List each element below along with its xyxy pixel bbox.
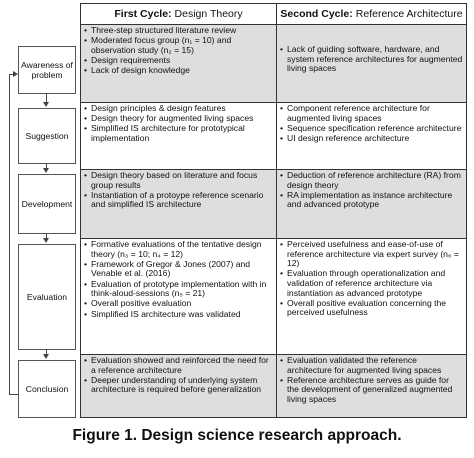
phase-suggestion: Suggestion (18, 108, 76, 164)
figure-caption: Figure 1. Design science research approach. (72, 427, 402, 444)
cell-conclusion-second-cycle (277, 355, 466, 417)
cell-development-second-cycle (277, 170, 466, 239)
list-item: • Evaluation of prototype implementation with in think-aloud-sessions (n₅ = 21) (84, 280, 273, 299)
feedback-loop-line (9, 74, 10, 395)
list-item: • Overall positive evaluation concerning the perceived usefulness (280, 299, 463, 318)
list-item: • Overall positive evaluation (84, 299, 273, 309)
cell-awareness-first-cycle (81, 25, 276, 103)
list-item: • Sequence specification reference architecture (280, 124, 463, 134)
list-item: • Simplified IS architecture for prototypical implementation (84, 124, 273, 143)
list-item: • Design theory for augmented living spaces (84, 114, 273, 124)
list-item: • Evaluation validated the reference architecture for augmented living spaces (280, 356, 463, 375)
column-header-first-cycle: First Cycle: Design Theory (81, 4, 276, 25)
phase-column (0, 0, 80, 420)
feedback-loop-bottom (9, 394, 18, 395)
column-header-second-cycle: Second Cycle: Reference Architecture (277, 4, 466, 25)
column-divider (276, 4, 277, 417)
cell-conclusion-first-cycle (81, 355, 276, 417)
list-item: • Formative evaluations of the tentative design theory (n₃ = 10; n₄ = 12) (84, 240, 273, 259)
list-item: • Framework of Gregor & Jones (2007) and Venable et al. (2016) (84, 260, 273, 279)
list-item: • Three-step structured literature review (84, 26, 273, 36)
cell-evaluation-first-cycle (81, 239, 276, 355)
list-item: • Component reference architecture for augmented living spaces (280, 104, 463, 123)
arrow-down-icon (43, 93, 49, 107)
cell-evaluation-second-cycle (277, 239, 466, 355)
research-table (80, 3, 467, 418)
arrow-down-icon (43, 349, 49, 359)
list-item: • Design principles & design features (84, 104, 273, 114)
arrow-down-icon (43, 163, 49, 173)
list-item: • Moderated focus group (n₁ = 10) and observation study (n₂ = 15) (84, 36, 273, 55)
list-item: • Design requirements (84, 56, 273, 66)
phase-evaluation: Evaluation (18, 244, 76, 350)
cell-suggestion-second-cycle (277, 103, 466, 170)
list-item: • Design theory based on literature and focus group results (84, 171, 273, 190)
phase-development: Development (18, 174, 76, 234)
list-item: • Lack of design knowledge (84, 66, 273, 76)
list-item: • Deeper understanding of underlying system architecture is required before generalization (84, 376, 273, 395)
list-item: • Evaluation showed and reinforced the need for a reference architecture (84, 356, 273, 375)
list-item: • UI design reference architecture (280, 134, 463, 144)
cell-development-first-cycle (81, 170, 276, 239)
phase-conclusion: Conclusion (18, 360, 76, 418)
list-item: • RA implementation as instance architecture and advanced prototype (280, 191, 463, 210)
cell-suggestion-first-cycle (81, 103, 276, 170)
arrow-down-icon (43, 233, 49, 243)
list-item: • Lack of guiding software, hardware, and system reference architectures for augmented living spaces (280, 45, 463, 74)
list-item: • Evaluation through operationalization and validation of reference architecture via instantiation as advanced prototype (280, 269, 463, 298)
list-item: • Simplified IS architecture was validated (84, 310, 273, 320)
list-item: • Instantiation of a protoype reference scenario and simplified IS architecture (84, 191, 273, 210)
phase-awareness: Awareness of problem (18, 46, 76, 94)
list-item: • Deduction of reference architecture (RA) from design theory (280, 171, 463, 190)
list-item: • Reference architecture serves as guide for the development of generalized augmented living spaces (280, 376, 463, 405)
cell-awareness-second-cycle (277, 25, 466, 103)
list-item: • Perceived usefulness and ease-of-use of reference architecture via expert survey (n₆ = 12) (280, 240, 463, 269)
